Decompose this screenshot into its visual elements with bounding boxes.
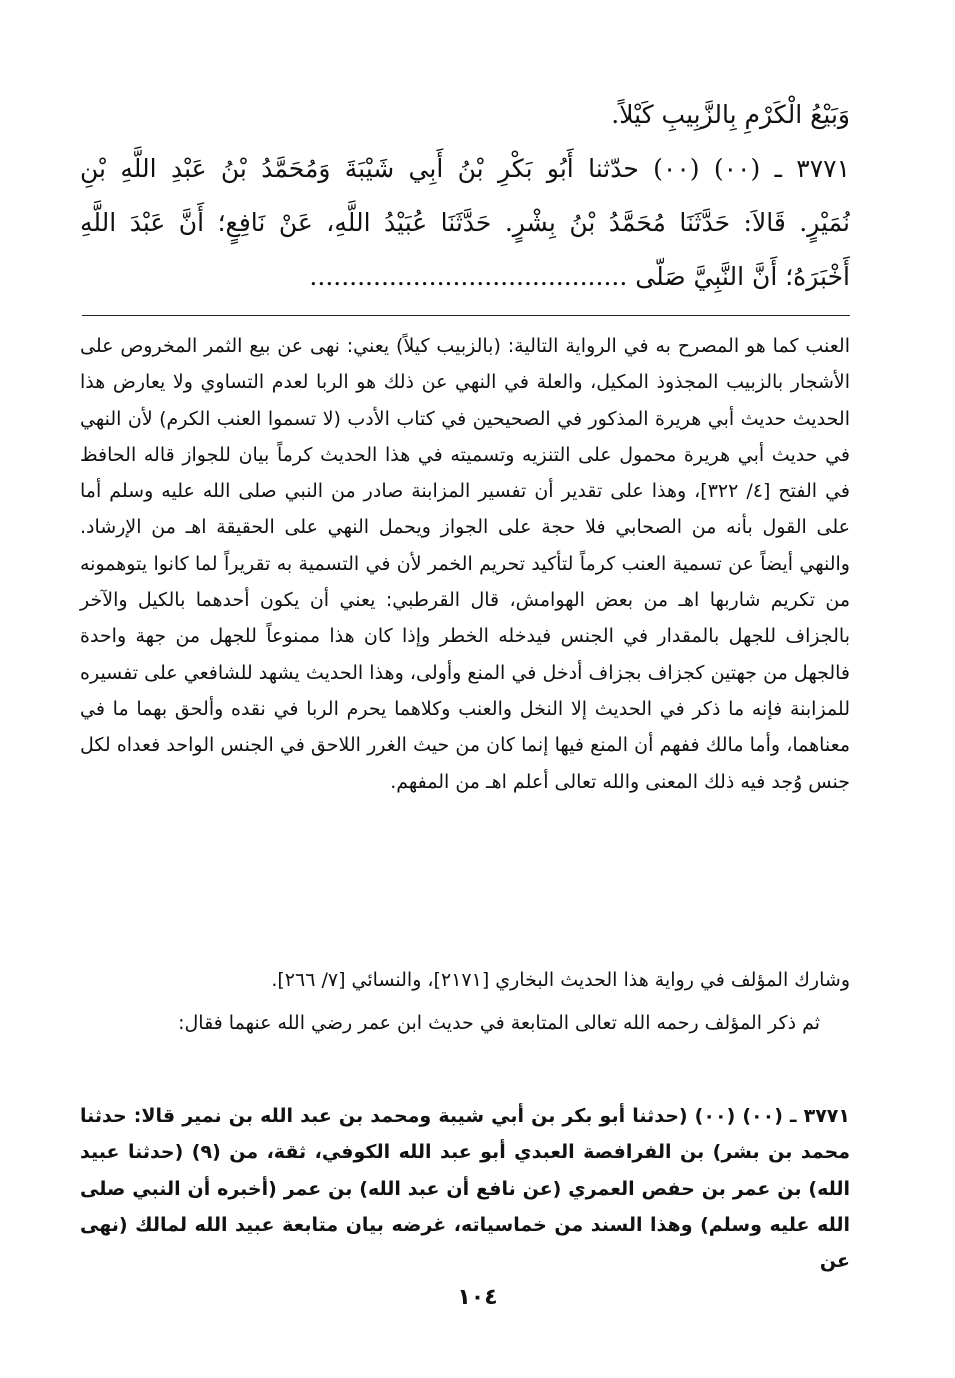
commentary-text-3: ثم ذكر المؤلف رحمه الله تعالى المتابعة في حديث ابن عمر رضي الله عنهما فقال: [178,1012,820,1034]
footnote-divider [82,315,850,316]
commentary-text-4: ٣٧٧١ ـ (٠٠) (٠٠) (حدثنا أبو بكر بن أبي شيبة ومحمد بن عبد الله بن نمير قالا: حدثنا محمد بن بشر) بن الفرافصة العبدي أبو عبد الله الكوفي، ثقة، من (٩) (حدثنا عبيد الله) بن عمر بن حفص العمري (عن نافع أن عبد الله) بن عمر (أخبره أن النبي صلى الله عليه وسلم) وهذا السند من خماسياته، غرضه بيان متابعة عبيد الله لمالك (نهى عن [80,1105,850,1273]
commentary-text-1: العنب كما هو المصرح به في الرواية التالية: (بالزبيب كيلاً) يعني: نهى عن بيع الثمر المخروص على الأشجار بالزبيب المجذوذ المكيل، والعلة في النهي عن ذلك هو الربا لعدم التساوي ولا يعارض هذا الحديث حديث أبي هريرة المذكور في الصحيحين في كتاب الأدب (لا تسموا العنب الكرم) لأن النهي في حديث أبي هريرة محمول على التنزيه وتسميته في هذا الحديث كرماً بيان للجواز قاله الحافظ في الفتح [٤/ ٣٢٢]، وهذا على تقدير أن تفسير المزابنة صادر من النبي صلى الله عليه وسلم أما على القول بأنه من الصحابي فلا حجة على الجواز ويحمل النهي على الحقيقة اهـ من الإرشاد. والنهي أيضاً عن تسمية العنب كرماً لتأكيد تحريم الخمر لأن في التسمية به تقريراً لما كانوا يتوهمونه من تكريم شاربها اهـ من بعض الهوامش، قال القرطبي: يعني أن يكون أحدهما بالكيل والآخر بالجزاف للجهل بالمقدار في الجنس فيدخله الخطر وإذا كان هذا ممنوعاً للجهل من جهة واحدة فالجهل من جهتين كجزاف بجزاف أدخل في المنع وأولى، وهذا الحديث يشهد للشافعي على تفسيره للمزابنة فإنه ما ذكر في الحديث إلا النخل والعنب وكلاهما يحرم الربا في نقده وألحق بهما ما في معناهما، وأما مالك ففهم أن المنع فيها إنما كان من حيث الغرر اللاحق في الجنس الواحد فعداه لكل جنس وُجد فيه ذلك المعنى والله تعالى أعلم اهـ من المفهم. [80,335,851,793]
commentary-text-2: وشارك المؤلف في رواية هذا الحديث البخاري [٢١٧١]، والنسائي [٧/ ٢٦٦]. [271,969,850,991]
hadith-line-4: أَخْبَرَهُ؛ أَنَّ النَّبِيَّ صَلّى ........................................ [309,262,850,291]
commentary-paragraph-2 [80,962,880,998]
hadith-text [80,88,850,304]
commentary-paragraph-1 [80,328,850,800]
commentary-paragraph-4 [80,1098,850,1279]
hadith-line-3: نُمَيْرٍ. قَالاَ: حَدَّثَنَا مُحَمَّدُ بْنُ بِشْرٍ. حَدَّثَنَا عُبَيْدُ اللَّهِ، عَنْ نَافِعٍ؛ أَنَّ عَبْدَ اللَّهِ [80,208,850,237]
hadith-line-2: ٣٧٧١ ـ (٠٠) (٠٠) حدّثنا أَبُو بَكْرِ بْنُ أَبِي شَيْبَةَ وَمُحَمَّدُ بْنُ عَبْدِ اللَّهِ بْنِ [80,154,850,183]
commentary-paragraph-3 [80,1005,850,1041]
hadith-line-1: وَبَيْعُ الْكَرْمِ بِالزَّبِيبِ كَيْلاً. [611,100,850,129]
page-number: ١٠٤ [457,1285,498,1310]
